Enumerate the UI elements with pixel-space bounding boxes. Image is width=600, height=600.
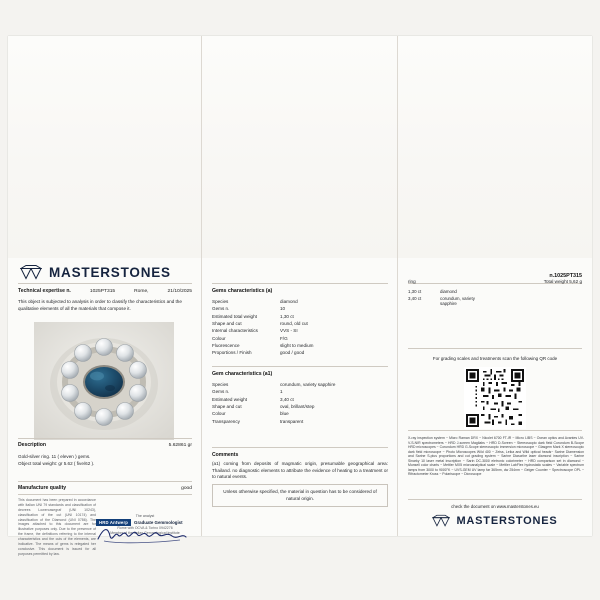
spec-value: 1,30 ct (280, 313, 294, 319)
table-row (212, 417, 388, 424)
summary-type-label: ring (408, 279, 416, 284)
spec-key: Estimated weight (212, 396, 247, 402)
stone-summary-block (408, 278, 582, 307)
spec-value: F/G (280, 335, 288, 341)
masterstones-diamond-logo-icon (20, 264, 42, 280)
summary-stone-row (408, 295, 582, 307)
spec-value: good / good (280, 350, 305, 356)
technical-expertise-city: Rome, (134, 289, 149, 294)
description-lines (18, 454, 192, 467)
description-label: Description (18, 442, 47, 448)
table-row (212, 388, 388, 395)
stone-weight: 1,30 ct (408, 289, 422, 294)
certificate-reference-number: n.1025PT315 (549, 273, 582, 279)
description-weight: 5.62861 gr (168, 443, 192, 448)
summary-type-row (408, 278, 582, 285)
brand-name-left: MASTERSTONES (49, 264, 171, 280)
purpose-blurb: This object is subjected to analysis in order to classify the characteristics and the qualitative elements of all the materials that compose it. (18, 299, 182, 311)
qr-caption: For grading scales and treatments scan the following QR code (432, 356, 558, 361)
table-row (212, 327, 388, 334)
spec-key: Colour (212, 335, 226, 341)
table-row (212, 320, 388, 327)
stone-species: diamond (440, 289, 457, 294)
analyst-affiliation-2: Member of the Italian Gemmological Institute (110, 530, 180, 535)
description-line-1: Gold-silver ring. 11 ( eleven ) gems. (18, 454, 91, 459)
table-row (212, 342, 388, 349)
description-row (18, 442, 192, 448)
technical-expertise-row (18, 288, 192, 294)
qr-code-icon[interactable] (464, 367, 526, 429)
divider-left-3 (18, 481, 192, 482)
comments-title: Comments (212, 452, 239, 458)
spec-key: Shape and cut (212, 320, 242, 326)
spec-value: 3,40 ct (280, 396, 294, 402)
analyst-label: The analyst (135, 514, 155, 518)
stone-weight: 3,40 ct (408, 296, 422, 301)
table-row (212, 298, 388, 305)
technical-expertise-label: Technical expertise n. (18, 288, 71, 294)
spec-value: transparent (280, 418, 304, 424)
divider-right-3 (408, 430, 582, 431)
equipment-list-block (408, 436, 584, 477)
stone-species: corundum, variety sapphire (440, 296, 475, 306)
manufacture-quality-label: Manufacture quality (18, 485, 67, 491)
spec-value: blue (280, 411, 289, 417)
table-row (212, 403, 388, 410)
table-row (212, 410, 388, 417)
spec-key: Colour (212, 411, 226, 417)
qr-code-block[interactable] (408, 356, 582, 429)
technical-expertise-date: 21/10/2025 (167, 289, 192, 294)
manufacture-quality-value: good (181, 486, 192, 491)
spec-value: corundum, variety sapphire (280, 382, 336, 388)
table-row (212, 396, 388, 403)
divider-mid-1 (212, 283, 388, 284)
panel-middle (202, 36, 398, 536)
brand-name-right: MASTERSTONES (456, 514, 558, 527)
table-row (212, 349, 388, 356)
comments-text: (a1) coming from deposits of magmatic origin, presumable geographical area: Thailand. no diagnostic elements to attribute the evidence of heating to a treatment or to natural events. (212, 461, 388, 480)
gem-photograph (34, 322, 174, 440)
natural-origin-note-text: Unless otherwise specified, the material in question has to be considered of natural origin. (223, 489, 377, 501)
divider-mid-3 (212, 447, 388, 448)
spec-key: Species (212, 382, 229, 388)
spec-key: Shape and cut (212, 403, 242, 409)
spec-value: slight to medium (280, 342, 314, 348)
table-row (212, 381, 388, 388)
spec-value: 10 (280, 306, 286, 312)
spec-value: oval, brillant/step (280, 403, 315, 409)
hrd-antwerp-badge: HRD Antwerp (96, 519, 131, 526)
divider-left-4 (18, 494, 192, 495)
hrd-credential-text: Graduate Gemmologist (134, 520, 183, 525)
panel-right (398, 36, 592, 536)
description-line-2: Object total weight: gr 5.62 ( five/62 ). (18, 460, 95, 466)
equipment-list-text: X-ray inspection system ~ Micro Raman DRX ~ Nicolet 6700 FT-IR ~ Micro LIBS ~ Ocean optics and Avantes UV-V-S-NIR spectrometers ~ HRD J-screen Magilabs ~ HRD D-Screen ~ Stereoscopic dark field Corundum B-Scope HRD microscopes ~ Corundum HRD G-Scope stereoscopic immersion microscope ~ Glasgem Mark X stereoscopic dark field microscope ~ Photo Microscopes Wild 400 ~ Zeiss, Leika and Wild optical heads~ Sarine Diamension and Sarine S-plus proportions and cut grading system ~ Sarine Diascribe laser diamond inscription ~ Sarine Sinarky 10 laser metal inscription ~ Sarin DC-3000 eletronic colorimeter ~ HRD comparison set in diamond ~ Munsell color charts ~ Mettler MX5 microanalytical scale ~ Mettler LabFlex hydrostatic scales ~ Variable spectrum lamps from 3000 to 9000°K ~ UVS-GEM UV lamp far 365nm, dw 254nm ~ Geiger Counter ~ Spectroscope OPL ~ Rifractometer Kruss ~ Polariscope ~ Dicroscope (408, 436, 584, 477)
table-row (212, 334, 388, 341)
spec-value: round, old cut (280, 320, 308, 326)
comments-block (212, 452, 388, 481)
spec-key: Internal characteristics (212, 328, 258, 334)
technical-expertise-number: 1025PT315 (89, 289, 116, 294)
divider-right-2 (408, 348, 582, 349)
manufacture-quality-row (18, 485, 192, 491)
spec-key: Gems n. (212, 389, 230, 395)
panel-left (8, 36, 202, 556)
spec-key: Estimated total weight (212, 313, 257, 319)
analyst-affiliation-1: Rome with OCVA & Torino 0942276 (117, 526, 173, 530)
summary-total-weight: Total weight 5,62 g (543, 279, 582, 284)
gem-characteristics-a1-table (212, 381, 388, 425)
spec-value: 1 (280, 389, 283, 395)
table-row (212, 313, 388, 320)
brand-footer-right (398, 514, 592, 527)
summary-stone-row (408, 288, 582, 295)
spec-key: Fluorescence (212, 342, 240, 348)
spec-key: Species (212, 299, 229, 305)
legal-disclaimer: This document has been prepared in accordance with Italian UNI 79 standards and classification of decrees Lowercasegraf (UNI 10243), classification of the cut (UNI 10174) and classification of the Diamond (UNI 0786). The images attached to this document are for illustrative purposes only. Due to the presence of the frame, the definitions referring to the internal characteristics and the cuts of the elements, are indicative. The means of gems is relegated her conclusive. This document is issued for all purposes permitted by law. (18, 498, 96, 556)
spec-key: Proportions / Finish (212, 350, 252, 356)
spec-value: diamond (280, 299, 298, 305)
natural-origin-note (212, 484, 388, 507)
gems-characteristics-a-title: Gems characteristics (a) (212, 288, 273, 294)
divider-left-1 (18, 283, 192, 284)
handwritten-signature (94, 523, 190, 545)
masterstones-diamond-logo-icon (432, 514, 450, 527)
document-verification-note[interactable]: check the document on www.masterstones.eu (451, 504, 539, 509)
divider-mid-2 (212, 366, 388, 367)
divider-right-4 (408, 499, 582, 500)
gem-characteristics-a1-title: Gem characteristics (a1) (212, 371, 273, 377)
spec-key: Gems n. (212, 306, 230, 312)
table-row (212, 305, 388, 312)
spec-key: Transparency (212, 418, 240, 424)
certificate-sheet (8, 36, 592, 556)
gems-characteristics-a-table (212, 298, 388, 356)
divider-left-2 (18, 438, 192, 439)
brand-header-left (20, 264, 171, 280)
spec-value: VVS - SI (280, 328, 298, 334)
